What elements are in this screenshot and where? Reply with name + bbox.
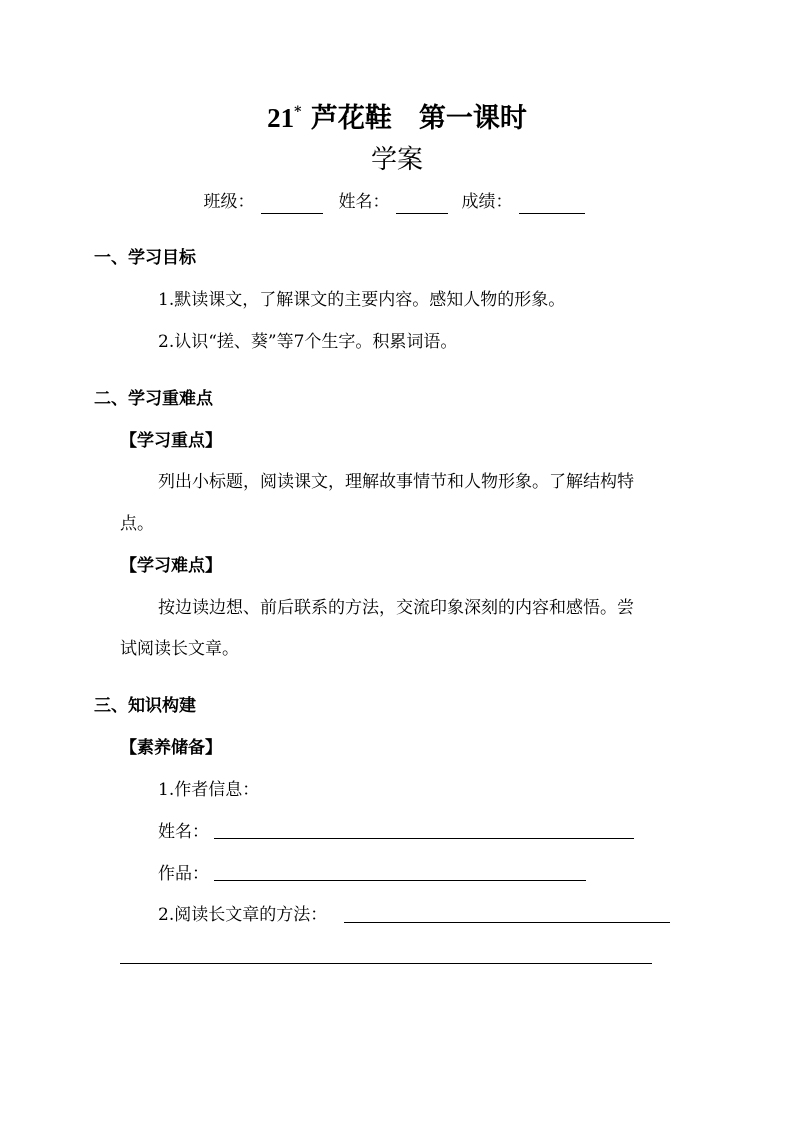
author-info-label: 1.作者信息：	[158, 780, 260, 800]
lesson-number: 21	[267, 103, 295, 133]
student-info-row	[0, 190, 794, 214]
author-works-label: 作品：	[158, 864, 209, 884]
lesson-name: 芦花鞋 第一课时	[310, 103, 527, 134]
author-works-fill-line[interactable]	[214, 880, 586, 881]
score-field[interactable]	[519, 195, 585, 214]
key-point-line-2: 点。	[120, 514, 154, 534]
objective-item-1: 1.默读课文，了解课文的主要内容。感知人物的形象。	[158, 290, 566, 310]
class-field[interactable]	[261, 195, 323, 214]
page-title	[0, 98, 794, 139]
section-heading-objectives: 一、学习目标	[94, 248, 196, 268]
name-field[interactable]	[396, 195, 448, 214]
section-heading-key-points: 二、学习重难点	[94, 389, 213, 409]
section-heading-knowledge: 三、知识构建	[94, 696, 196, 716]
key-point-label: 【学习重点】	[120, 431, 222, 451]
difficulty-line-2: 试阅读长文章。	[120, 639, 239, 659]
name-label: 姓名：	[338, 192, 390, 212]
score-label: 成绩：	[461, 192, 513, 212]
difficulty-label: 【学习难点】	[120, 556, 222, 576]
page-subtitle: 学案	[370, 145, 423, 175]
class-label: 班级：	[203, 192, 255, 212]
reading-method-fill-line-2[interactable]	[120, 963, 652, 964]
lesson-mark: *	[294, 104, 302, 120]
author-name-label: 姓名：	[158, 822, 209, 842]
author-name-fill-line[interactable]	[214, 838, 634, 839]
reading-method-fill-line-1[interactable]	[344, 922, 670, 923]
preparation-label: 【素养储备】	[120, 738, 222, 758]
difficulty-line-1: 按边读边想、前后联系的方法，交流印象深刻的内容和感悟。尝	[158, 598, 634, 618]
objective-item-2: 2.认识“搓、葵”等7个生字。积累词语。	[158, 332, 458, 352]
reading-method-label: 2.阅读长文章的方法：	[158, 905, 328, 925]
key-point-line-1: 列出小标题，阅读课文，理解故事情节和人物形象。了解结构特	[158, 472, 634, 492]
